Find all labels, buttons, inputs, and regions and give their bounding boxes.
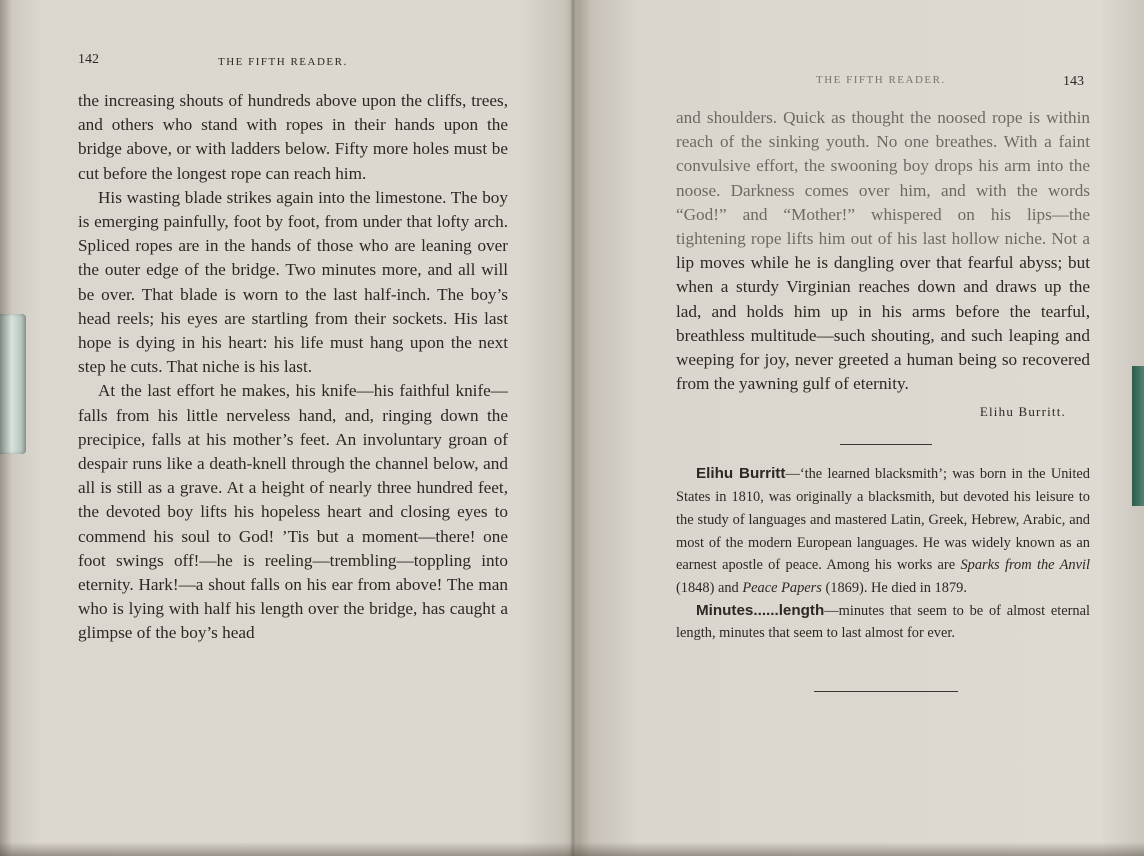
- left-running-header: [78, 50, 508, 70]
- bookmark-tab-right: [1132, 366, 1144, 506]
- book-gutter: [570, 0, 576, 856]
- right-paragraph: [676, 106, 1090, 396]
- note-italic-title: Sparks from the Anvil: [960, 557, 1090, 574]
- left-body-text: [78, 89, 508, 646]
- right-running-title: THE FIFTH READER.: [816, 74, 946, 86]
- left-paragraph-2: His wasting blade strikes again into the limestone. The boy is emerging painfully, foot by foot, from under that lofty arch. Spliced ropes are in the hands of those who are leaning over the outer edge of the bridge. Two minutes more, and all will be over. That blade is worn to the last half-inch. The boy’s head reels; his eyes are startling from their sockets. His last hope is dying in his heart: his life must hang upon the next step he cuts. That niche is his last.: [78, 187, 508, 377]
- note-term: Elihu Burritt: [696, 465, 786, 483]
- author-signature: Elihu Burritt.: [979, 404, 1066, 420]
- footnotes: [676, 463, 1090, 645]
- right-body-text: [676, 106, 1090, 396]
- right-paragraph-faded-part: and shoulders. Quick as thought the noosed rope is within reach of the sinking youth. No one breathes. With a faint convulsive effort, the swooning boy drops his arm into the noose. Darkness comes over him, and with the words “God!” and “Mother!” whispered on his lips—the tightening rope lifts him out of his last hollow niche. Not a: [676, 108, 1090, 249]
- right-page: [676, 72, 1090, 692]
- note-elihu-burritt: [676, 463, 1090, 599]
- note-term: Minutes......length: [696, 601, 825, 619]
- page-bottom-shadow: [0, 842, 1144, 856]
- divider-rule-top: [840, 444, 932, 445]
- left-paragraph-3: At the last effort he makes, his knife—his faithful knife—falls from his little nerveless hand, and, ringing down the precipice, falls at his mother’s feet. An involuntary groan of despair runs like a death-knell through the channel below, and all is still as a grave. At a height of nearly three hundred feet, the devoted boy lifts his hopeless heart and closing eyes to commend his soul to God! ’Tis but a moment—there! one foot swings off!—he is reeling—trembling—toppling into eternity. Hark!—a shout falls on his ear from above! The man who is lying with half his length over the bridge, has caught a glimpse of the boy’s head: [78, 381, 508, 643]
- note-italic-title: Peace Papers: [742, 579, 822, 596]
- left-page-number: 142: [78, 52, 99, 67]
- left-page: [78, 50, 508, 646]
- divider-rule-bottom: [814, 691, 958, 692]
- note-text: —‘the learned blacksmith’; was born in the United States in 1810, was originally a blacksmith, but devoted his leisure to the study of languages and mastered Latin, Greek, Hebrew, Arabic, and most of the modern European languages. He was widely known as an earnest apostle of peace. Among his works are: [676, 466, 1090, 574]
- left-running-title: THE FIFTH READER.: [218, 56, 348, 68]
- right-page-number: 143: [1063, 74, 1084, 89]
- right-running-header: [676, 72, 1090, 92]
- left-paragraph-1: the increasing shouts of hundreds above upon the cliffs, trees, and others who stand with ropes in their hands upon the bridge above, or with ladders below. Fifty more holes must be cut before the longest rope can reach him.: [78, 91, 508, 183]
- right-paragraph-rest: lip moves while he is dangling over that fearful abyss; but when a sturdy Virginian reaches down and draws up the lad, and holds him up in his arms before the tearful, breathless multitude—such shouting, and such leaping and weeping for joy, never greeted a human being so recovered from the yawning gulf of eternity.: [676, 253, 1090, 394]
- note-text: (1848) and: [676, 579, 743, 596]
- note-text: —minutes that seem to be of almost eternal length, minutes that seem to last almost for ever.: [676, 602, 1090, 642]
- bookmark-tab-left: [0, 314, 26, 454]
- note-minutes-length: [676, 600, 1090, 645]
- note-text: (1869). He died in 1879.: [821, 579, 967, 596]
